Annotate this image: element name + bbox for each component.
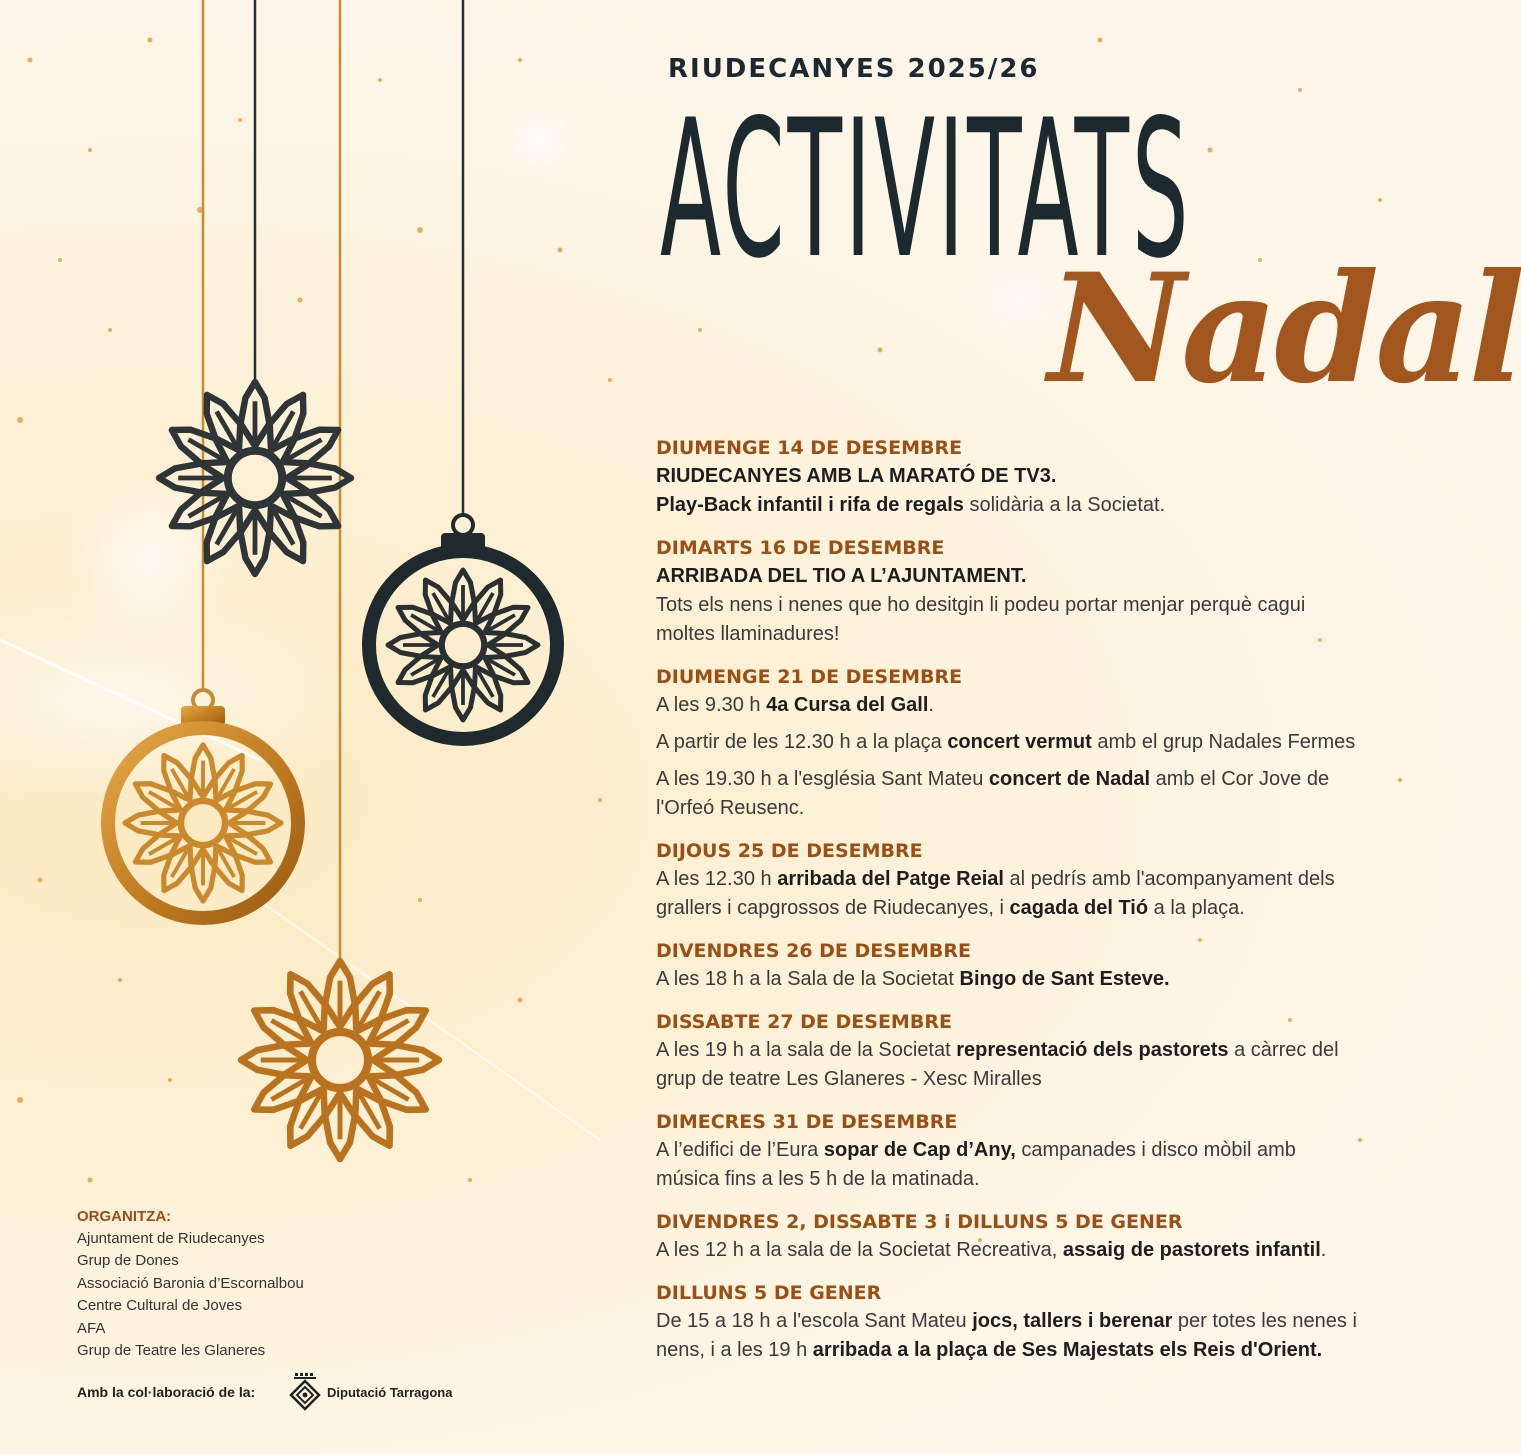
event-date: DILLUNS 5 DE GENER: [656, 1282, 882, 1304]
event-date: DIVENDRES 26 DE DESEMBRE: [656, 940, 971, 962]
event-date: DIMECRES 31 DE DESEMBRE: [656, 1111, 958, 1133]
event-item: [656, 1108, 1416, 1194]
event-date: DIUMENGE 21 DE DESEMBRE: [656, 666, 963, 688]
collaboration-label: Amb la col·laboració de la:: [77, 1384, 256, 1400]
event-text: A les 9.30 h 4a Cursa del Gall.: [656, 694, 934, 716]
organizer-item: AFA: [77, 1319, 106, 1337]
event-item: [656, 837, 1416, 923]
event-text: Play-Back infantil i rifa de regals solidària a la Societat.: [656, 494, 1166, 516]
event-item: [656, 663, 1416, 823]
event-date: DIJOUS 25 DE DESEMBRE: [656, 840, 923, 862]
event-headline: RIUDECANYES AMB LA MARATÓ DE TV3.: [656, 465, 1057, 487]
organizer-item: Ajuntament de Riudecanyes: [77, 1230, 265, 1247]
event-date: DIMARTS 16 DE DESEMBRE: [656, 537, 945, 559]
script-title: Nadal: [1048, 241, 1521, 417]
event-item: [656, 1279, 1416, 1365]
organizer-item: Associació Baronia d’Escornalbou: [77, 1274, 304, 1292]
event-item: [656, 937, 1416, 994]
events-list: [656, 434, 1416, 1379]
event-text: A l’edifici de l’Eura sopar de Cap d’Any, campanades i disco mòbil amb música fins a les 5 h de la matinada.: [656, 1139, 1296, 1190]
organizer-item: Grup de Dones: [77, 1252, 179, 1270]
organizers-block: [77, 1206, 304, 1362]
event-headline: ARRIBADA DEL TIO A L’AJUNTAMENT.: [656, 565, 1027, 587]
sponsor-name: Diputació Tarragona: [327, 1385, 453, 1400]
event-text: Tots els nens i nenes que ho desitgin li podeu portar menjar perquè cagui moltes llaminadures!: [656, 594, 1306, 645]
event-date: DISSABTE 27 DE DESEMBRE: [656, 1011, 952, 1033]
page-title: ACTIVITATS: [660, 79, 1192, 300]
event-item: [656, 1008, 1416, 1094]
event-text: De 15 a 18 h a l'escola Sant Mateu jocs, tallers i berenar per totes les nenes i nens, i a les 19 h arribada a la plaça de Ses Majestats els Reis d'Orient.: [656, 1310, 1357, 1361]
event-text: A les 12.30 h arribada del Patge Reial al pedrís amb l'acompanyament dels grallers i capgrossos de Riudecanyes, i cagada del Tió a la plaça.: [656, 868, 1335, 919]
event-text: A les 18 h a la Sala de la Societat Bingo de Sant Esteve.: [656, 968, 1170, 990]
event-item: [656, 534, 1416, 649]
event-date: DIUMENGE 14 DE DESEMBRE: [656, 437, 963, 459]
event-item: [656, 434, 1416, 520]
diputacio-logo-icon: [288, 1372, 322, 1410]
event-date: DIVENDRES 2, DISSABTE 3 i DILLUNS 5 DE GENER: [656, 1211, 1183, 1233]
event-text: A les 12 h a la sala de la Societat Recreativa, assaig de pastorets infantil.: [656, 1239, 1327, 1261]
event-item: [656, 1208, 1416, 1265]
event-text: A les 19 h a la sala de la Societat representació dels pastorets a càrrec del grup de teatre Les Glaneres - Xesc Miralles: [656, 1039, 1339, 1090]
organizer-item: Centre Cultural de Joves: [77, 1297, 243, 1315]
organizer-item: Grup de Teatre les Glaneres: [77, 1342, 266, 1360]
subtitle: RIUDECANYES 2025/26: [668, 54, 1040, 84]
organizers-title: ORGANITZA:: [77, 1208, 172, 1225]
event-text: A partir de les 12.30 h a la plaça concert vermut amb el grup Nadales Fermes: [656, 731, 1356, 753]
event-text: A les 19.30 h a l'església Sant Mateu concert de Nadal amb el Cor Jove de l'Orfeó Reusenc.: [656, 768, 1330, 819]
